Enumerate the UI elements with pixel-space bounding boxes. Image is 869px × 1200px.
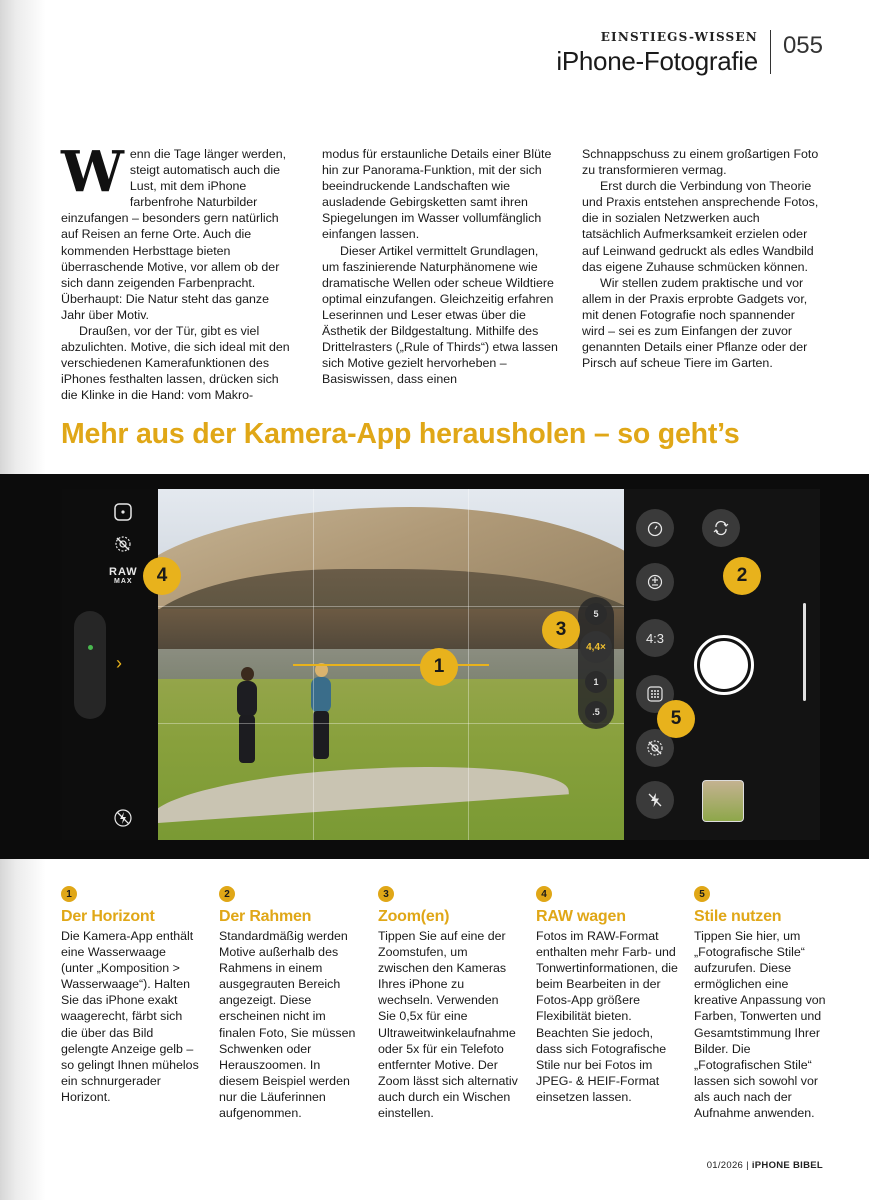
- zoom-option[interactable]: .5: [585, 701, 607, 723]
- tip-title: RAW wagen: [536, 908, 626, 925]
- intro-paragraph: Wir stellen zudem praktische und vor allem in der Praxis erprobte Gadgets vor, mit denen Fotografie noch spannender wird – sei es zum Einfangen der zuvor genannten Details einer Pflanze oder der Pirsch auf scheue Tiere im Garten.: [582, 275, 808, 371]
- tip-styles: [694, 886, 826, 1121]
- intro-column-2: [322, 146, 558, 387]
- tip-text: Tippen Sie auf eine der Zoomstufen, um zwischen den Kameras Ihres iPhone zu wechseln. Verwenden Sie 0,5x für eine Ultraweitwinkelaufnahme oder 5x für ein Telefoto entfernter Motive. Der Zoom lässt sich alternativ auch durch ein Wischen einstellen.: [378, 929, 518, 1121]
- chevron-right-icon: ›: [116, 653, 122, 673]
- tip-raw: [536, 886, 678, 1105]
- tip-horizon: [61, 886, 201, 1105]
- raw-max-toggle: [109, 567, 138, 587]
- intro-paragraph: modus für erstaunliche Details einer Blüte hin zur Panorama-Funktion, mit der sich beeindruckende Landschaften wie ausladende Gebirgsketten samt ihren Spiegelungen im Wasser vollumfänglich einfangen lassen.: [322, 147, 552, 242]
- page-footer: [707, 1160, 823, 1171]
- flash-off-icon: [636, 781, 674, 819]
- switch-camera-icon: [702, 509, 740, 547]
- tip-number: 3: [378, 886, 394, 902]
- tip-number: 5: [694, 886, 710, 902]
- flash-off-icon: [110, 805, 136, 831]
- kicker: EINSTIEGS-WISSEN: [600, 30, 758, 44]
- tip-number: 2: [219, 886, 235, 902]
- intro-paragraph: Schnappschuss zu einem großartigen Foto zu transformieren vermag.: [582, 147, 819, 178]
- grid-icon: [110, 499, 136, 525]
- marker-2: 2: [723, 557, 761, 595]
- tip-text: Fotos im RAW-Format enthalten mehr Farb- und Tonwertinformationen, die beim Bearbeiten in der Fotos-App größere Flexibilität bieten. Beachten Sie jedoch, dass sich Fotografische Stile nur bei Fotos im JPEG- & HEIF-Format einsetzen lassen.: [536, 929, 678, 1104]
- tip-number: 1: [61, 886, 77, 902]
- shutter-button: [694, 635, 754, 695]
- marker-4: 4: [143, 557, 181, 595]
- marker-1: 1: [420, 648, 458, 686]
- marker-5: 5: [657, 700, 695, 738]
- status-dot: [88, 645, 93, 650]
- page-number: 055: [782, 32, 823, 59]
- intro-paragraph: [61, 139, 293, 323]
- timer-icon: [636, 509, 674, 547]
- intro-column-3: [582, 146, 820, 371]
- tip-title: Zoom(en): [378, 908, 450, 925]
- zoom-option-active[interactable]: 4,4×: [580, 631, 612, 663]
- raw-label: RAW: [109, 566, 138, 578]
- drop-cap: W: [61, 139, 124, 205]
- issue-number: 01/2026: [706, 1160, 744, 1171]
- header-titles: [556, 30, 771, 74]
- exposure-icon: [636, 563, 674, 601]
- raw-sub-label: MAX: [114, 578, 133, 585]
- footer-separator: |: [746, 1160, 749, 1171]
- tip-title: Der Horizont: [61, 908, 155, 925]
- tip-frame: [219, 886, 359, 1121]
- runner-figure: [308, 663, 334, 768]
- page-header: [556, 30, 823, 74]
- intro-paragraph: Dieser Artikel vermittelt Grundlagen, um faszinierende Naturphänomene wie dramatische Wellen oder scheue Wildtiere optimal einzufangen. Gleichzeitig erfahren Leserinnen und Leser etwas über die Ästhetik der Bildgestaltung. Mithilfe des Drittelrasters („Rule of Thirds“) etwa lassen sich Motive gezielt hervorheben – Basiswissen, dass einen: [322, 243, 558, 387]
- zoom-option[interactable]: 5: [585, 603, 607, 625]
- marker-3: 3: [542, 611, 580, 649]
- tip-text: Die Kamera-App enthält eine Wasserwaage (unter „Komposition > Wasserwaage“). Halten Sie das iPhone exakt waagerecht, färbt sich die über das Bild gelengte Anzeige gelb – so gelingt Ihnen mühelos ein schnurgerader Horizont.: [61, 929, 199, 1104]
- level-indicator: [293, 664, 489, 666]
- zoom-option[interactable]: 1: [585, 671, 607, 693]
- tip-title: Stile nutzen: [694, 908, 782, 925]
- intro-column-1: [61, 139, 293, 404]
- tip-text: Tippen Sie hier, um „Fotografische Stile“ aufzurufen. Diese ermöglichen eine kreative Anpassung von Farben, Tonwerten und Gesamtstimmung Ihrer Bilder. Die „Fotografischen Stile“ lassen sich sowohl vor als auch nach der Aufnahme anwenden.: [694, 929, 826, 1121]
- mode-pill: [74, 611, 106, 719]
- magazine-name: iPHONE BIBEL: [751, 1160, 823, 1171]
- scrollbar: [803, 603, 806, 701]
- tip-number: 4: [536, 886, 552, 902]
- tip-zoom: [378, 886, 518, 1121]
- zoom-selector: [578, 597, 614, 729]
- camera-app-screenshot: [62, 489, 820, 840]
- aspect-ratio-button: 4:3: [636, 619, 674, 657]
- intro-paragraph: Erst durch die Verbindung von Theorie und Praxis entstehen ansprechende Fotos, die in sozialen Netzwerken auch tatsächlich Aufmerksamkeit erzielen oder auf Leinwand gedruckt als edles Wandbild das eigene Zuhause schmücken können.: [582, 179, 819, 274]
- feature-headline: Mehr aus der Kamera-App herausholen – so geht’s: [61, 418, 740, 450]
- grid-line: [158, 606, 624, 607]
- tip-title: Der Rahmen: [219, 908, 312, 925]
- tip-text: Standardmäßig werden Motive außerhalb des Rahmens in einem ausgegrauten Bereich angezeigt. Diese erscheinen nicht im finalen Foto, Sie müssen Schwenken oder Herauszoomen. In diesem Beispiel werden nur die Läuferinnen aufgenommen.: [219, 929, 356, 1121]
- left-controls: [62, 489, 158, 840]
- runner-figure: [234, 667, 260, 772]
- last-photo-thumbnail: [702, 780, 744, 822]
- section-title: iPhone-Fotografie: [556, 46, 758, 76]
- grid-line: [158, 723, 624, 724]
- intro-paragraph: Draußen, vor der Tür, gibt es viel abzulichten. Motive, die sich ideal mit den verschiedenen Kamerafunktionen des iPhones festhalten lassen, drücken sich die Klinke in die Hand: vom Makro-: [61, 324, 290, 403]
- live-photo-off-icon: [110, 531, 136, 557]
- intro-text: enn die Tage länger werden, steigt automatisch auch die Lust, mit dem iPhone farbenfrohe Naturbilder einzufangen – besonders gern natürlich auf Reisen an ferne Orte. Auch die kommenden Herbsttage bieten überraschende Motive, vor allem ob der sich dann zeigenden Farbenpracht. Überhaupt: Die Natur steht das ganze Jahr über Motiv.: [61, 147, 287, 322]
